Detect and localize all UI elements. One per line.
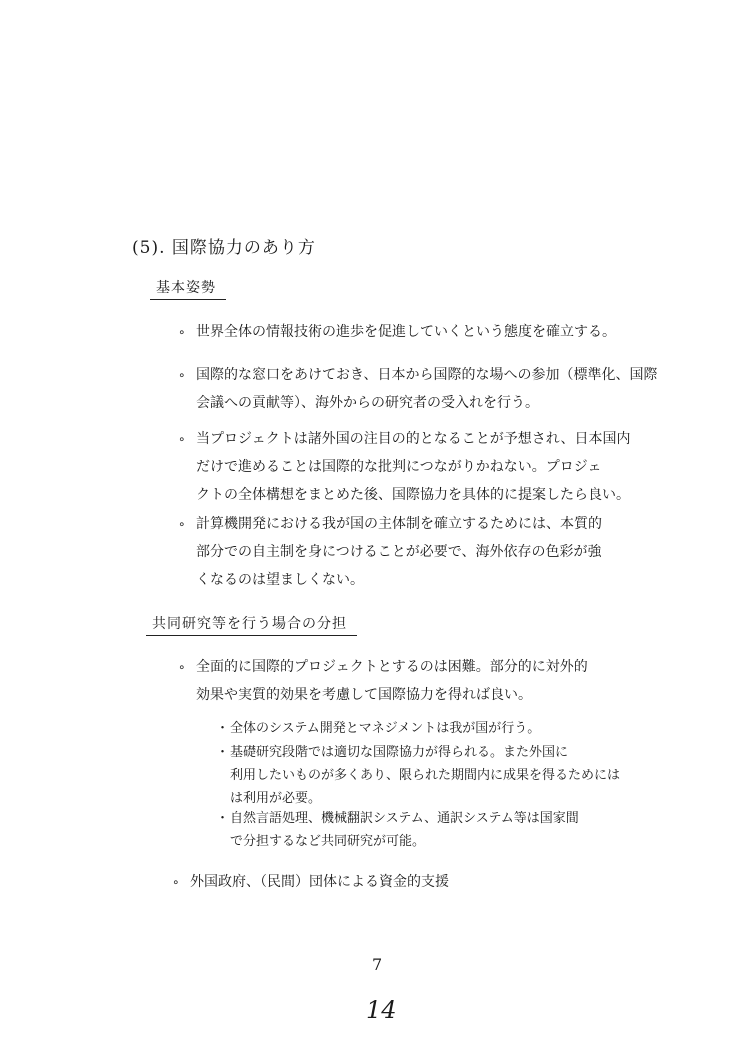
item-line: 当プロジェクトは諸外国の注目の的となることが予想され、日本国内 (196, 431, 631, 447)
section-heading: (5). 国際協力のあり方 (132, 238, 316, 258)
list-item (178, 318, 616, 346)
sub-list-item (216, 741, 620, 810)
subheading-basic-stance: 基本姿勢 (150, 277, 226, 300)
list-item (172, 868, 449, 896)
sub-item-line: で分担するなど共同研究が可能。 (230, 834, 426, 849)
list-item (178, 653, 588, 709)
item-line: 計算機開発における我が国の主体制を確立するためには、本質的 (196, 516, 602, 532)
item-line: 全面的に国際的プロジェクトとするのは困難。部分的に対外的 (196, 659, 588, 675)
sub-list-item (216, 717, 540, 740)
list-item (178, 425, 631, 509)
item-line: だけで進めることは国際的な批判につながりかねない。プロジェ (196, 459, 602, 475)
list-item (178, 361, 657, 417)
dot-icon: ・ (216, 721, 230, 736)
item-line: 効果や実質的効果を考慮して国際協力を得れば良い。 (196, 687, 532, 703)
bullet-icon: ∘ (178, 325, 186, 339)
item-line: くなるのは望ましくない。 (196, 572, 364, 588)
dot-icon: ・ (216, 811, 230, 826)
sub-item-line: は利用が必要。 (230, 791, 322, 806)
dot-icon: ・ (216, 745, 230, 760)
sub-item-line: 全体のシステム開発とマネジメントは我が国が行う。 (230, 721, 541, 736)
item-line: 会議への貢献等）、海外からの研究者の受入れを行う。 (196, 395, 539, 411)
sub-item-line: 利用したいものが多くあり、限られた期間内に成果を得るためには (230, 768, 621, 783)
bullet-icon: ∘ (172, 875, 180, 889)
bullet-icon: ∘ (178, 517, 186, 531)
bullet-icon: ∘ (178, 432, 186, 446)
page-number: 7 (372, 955, 383, 974)
bullet-icon: ∘ (178, 368, 186, 382)
item-line: 外国政府、（民間）団体による資金的支援 (190, 874, 449, 890)
list-item (178, 510, 602, 594)
subheading-joint-research: 共同研究等を行う場合の分担 (146, 613, 357, 636)
item-line: 国際的な窓口をあけておき、日本から国際的な場への参加（標準化、国際 (196, 367, 658, 383)
item-line: 部分での自主制を身につけることが必要で、海外依存の色彩が強 (196, 544, 602, 560)
item-line: 世界全体の情報技術の進歩を促進していくという態度を確立する。 (196, 324, 616, 340)
sub-list-item (216, 807, 579, 853)
bullet-icon: ∘ (178, 660, 186, 674)
item-line: クトの全体構想をまとめた後、国際協力を具体的に提案したら良い。 (196, 487, 630, 503)
sub-item-line: 自然言語処理、機械翻訳システム、通訳システム等は国家間 (230, 811, 579, 826)
handwritten-page-number: 14 (366, 996, 397, 1024)
sub-item-line: 基礎研究段階では適切な国際協力が得られる。また外国に (230, 745, 569, 760)
